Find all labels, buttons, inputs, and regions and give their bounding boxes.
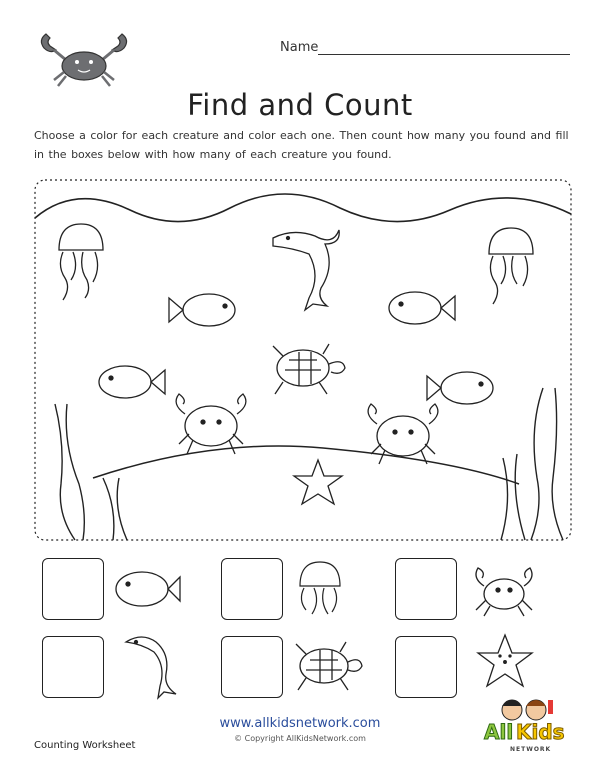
copyright-text: © Copyright AllKidsNetwork.com [234,734,366,743]
name-field-line[interactable] [318,54,570,55]
name-label: Name [280,40,319,55]
page-title: Find and Count [187,88,413,122]
fish-icon [169,294,235,326]
ocean-scene [33,178,573,542]
fish-icon [112,566,182,612]
logo-text-network: NETWORK [510,746,552,753]
jellyfish-icon [296,558,344,620]
turtle-icon [273,344,345,394]
fish-icon [389,292,455,324]
crab-icon [468,562,540,620]
crab-logo-icon [36,28,132,88]
instructions-text: Choose a color for each creature and color each one. Then count how many you found and fill in the boxes below with how many of each creature you found. [34,129,569,161]
jellyfish-icon [59,224,103,300]
starfish-icon [294,460,342,504]
turtle-icon [292,636,364,694]
logo-text-kids: Kids [516,720,565,744]
fish-icon [99,366,165,398]
count-box-crab[interactable] [395,558,457,620]
jellyfish-icon [489,228,533,304]
dolphin-icon [273,230,339,310]
count-box-fish[interactable] [42,558,104,620]
crab-icon [176,394,246,454]
count-box-turtle[interactable] [221,636,283,698]
starfish-icon [476,632,534,690]
site-url-link[interactable]: www.allkidsnetwork.com [219,716,381,731]
count-box-dolphin[interactable] [42,636,104,698]
allkids-logo[interactable] [480,694,570,764]
count-box-jellyfish[interactable] [221,558,283,620]
fish-icon [427,372,493,404]
count-box-starfish[interactable] [395,636,457,698]
logo-text-all: All [484,720,514,744]
worksheet-label: Counting Worksheet [34,740,136,751]
crab-icon [368,404,438,464]
dolphin-icon [122,630,182,702]
